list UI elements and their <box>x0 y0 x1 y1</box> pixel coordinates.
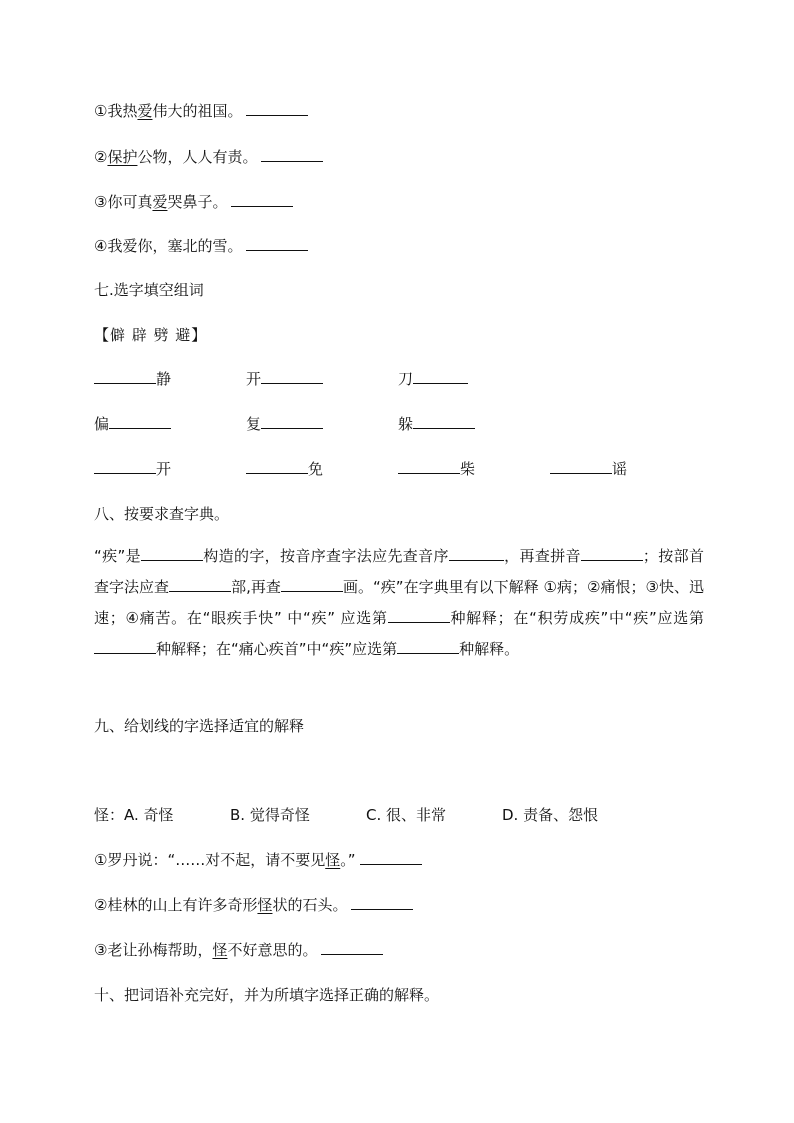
answer-blank[interactable] <box>321 940 383 955</box>
q9-item-text: ①罗丹说：“……对不起，请不要见 <box>94 851 326 869</box>
q6-item-4-text: ④我爱你，塞北的雪。 <box>94 237 243 255</box>
q8-text: 画。“疾”在字典里有以下解释 ①病；②痛恨；③快、迅速；④痛苦。在“眼疾手快” 中“疾” 应选第 <box>94 578 704 627</box>
q6-item-3 <box>94 192 293 212</box>
q6-item-1-underlined: 爱 <box>137 102 153 120</box>
q8-text: 种解释；在“痛心疾首”中“疾”应选第 <box>156 640 398 658</box>
q7-r2-c3 <box>398 414 475 434</box>
q8-text: 部,再查 <box>231 578 281 596</box>
answer-blank[interactable] <box>94 639 156 654</box>
answer-blank[interactable] <box>141 546 203 561</box>
q9-item-3 <box>94 940 383 960</box>
answer-blank[interactable] <box>261 147 323 162</box>
q7-choices: 【僻 辟 劈 避】 <box>94 326 208 344</box>
answer-blank[interactable] <box>351 895 413 910</box>
q9-item-underlined: 怪 <box>257 896 273 914</box>
answer-blank[interactable] <box>398 459 460 474</box>
answer-blank[interactable] <box>109 414 171 429</box>
answer-blank[interactable] <box>94 369 156 384</box>
q6-item-2-text-end: 公物，人人有责。 <box>137 148 258 166</box>
q6-item-2-text: ② <box>94 148 108 166</box>
q9-title: 九、给划线的字选择适宜的解释 <box>94 717 305 735</box>
q7-title: 七.选字填空组词 <box>94 281 204 299</box>
q7-r2-c2 <box>246 414 323 434</box>
answer-blank[interactable] <box>281 577 343 592</box>
q6-item-1-text: ①我热 <box>94 102 138 120</box>
answer-blank[interactable] <box>94 459 156 474</box>
answer-blank[interactable] <box>261 369 323 384</box>
q7-char: 偏 <box>94 415 110 433</box>
q6-item-3-text: ③你可真 <box>94 193 153 211</box>
answer-blank[interactable] <box>449 546 504 561</box>
q6-item-1 <box>94 101 308 121</box>
q9-option-c: C. 很、非常 <box>366 806 447 824</box>
q6-item-2-underlined: 保护 <box>107 148 138 166</box>
q7-r3-c3 <box>398 459 475 479</box>
q8-text: “疾”是 <box>94 547 141 565</box>
q9-item-2 <box>94 895 413 915</box>
answer-blank[interactable] <box>246 459 308 474</box>
q7-char: 开 <box>156 460 172 478</box>
q7-r2-c1 <box>94 414 171 434</box>
answer-blank[interactable] <box>169 577 231 592</box>
q7-char: 躲 <box>398 415 414 433</box>
q9-item-text: ②桂林的山上有许多奇形 <box>94 896 258 914</box>
q8-text: ； <box>642 547 658 565</box>
q6-item-2 <box>94 147 323 167</box>
q9-item-1 <box>94 850 422 870</box>
q7-char: 复 <box>246 415 262 433</box>
answer-blank[interactable] <box>397 639 459 654</box>
answer-blank[interactable] <box>581 546 643 561</box>
q7-char: 谣 <box>612 460 628 478</box>
q9-item-text: ③老让孙梅帮助， <box>94 941 213 959</box>
q8-text: 构造的字，按音序查字法应先查音序 <box>202 547 449 565</box>
q7-r3-c2 <box>246 459 323 479</box>
q9-item-text-end: 。” <box>340 851 356 869</box>
q9-option-b: B. 觉得奇怪 <box>230 806 310 824</box>
q8-text: 种解释。 <box>459 640 520 658</box>
q8-text: ，再查拼音 <box>503 547 581 565</box>
q10-title: 十、把词语补充完好，并为所填字选择正确的解释。 <box>94 986 440 1004</box>
answer-blank[interactable] <box>413 369 468 384</box>
q7-r3-c4 <box>550 459 627 479</box>
answer-blank[interactable] <box>388 608 450 623</box>
q7-r3-c1 <box>94 459 171 479</box>
q9-item-underlined: 怪 <box>212 941 228 959</box>
q8-title: 八、按要求查字典。 <box>94 505 230 523</box>
answer-blank[interactable] <box>246 236 308 251</box>
q6-item-1-text-end: 伟大的祖国。 <box>152 102 243 120</box>
answer-blank[interactable] <box>360 850 422 865</box>
answer-blank[interactable] <box>246 101 308 116</box>
answer-blank[interactable] <box>413 414 475 429</box>
q9-option-d: D. 责备、怨恨 <box>502 806 599 824</box>
q7-char: 刀 <box>398 370 414 388</box>
q7-char: 开 <box>246 370 262 388</box>
q9-item-underlined: 怪 <box>325 851 341 869</box>
q6-item-3-underlined: 爱 <box>152 193 168 211</box>
q9-item-text-end: 状的石头。 <box>272 896 348 914</box>
q9-item-text-end: 不好意思的。 <box>227 941 318 959</box>
q6-item-4 <box>94 236 308 256</box>
q6-item-3-text-end: 哭鼻子。 <box>167 193 228 211</box>
q7-r1-c1 <box>94 369 171 389</box>
q7-char: 免 <box>308 460 324 478</box>
answer-blank[interactable] <box>550 459 612 474</box>
q7-char: 柴 <box>460 460 476 478</box>
q7-r1-c3 <box>398 369 468 389</box>
answer-blank[interactable] <box>261 414 323 429</box>
q8-text: 按部首查字法应查 <box>94 547 704 596</box>
q7-r1-c2 <box>246 369 323 389</box>
q7-char: 静 <box>156 370 172 388</box>
q8-paragraph <box>94 541 704 665</box>
q8-text: 种解释；在“积劳成疾”中“疾”应选第 <box>449 609 704 627</box>
q9-option-a: 怪：A. 奇怪 <box>94 806 174 824</box>
answer-blank[interactable] <box>231 192 293 207</box>
